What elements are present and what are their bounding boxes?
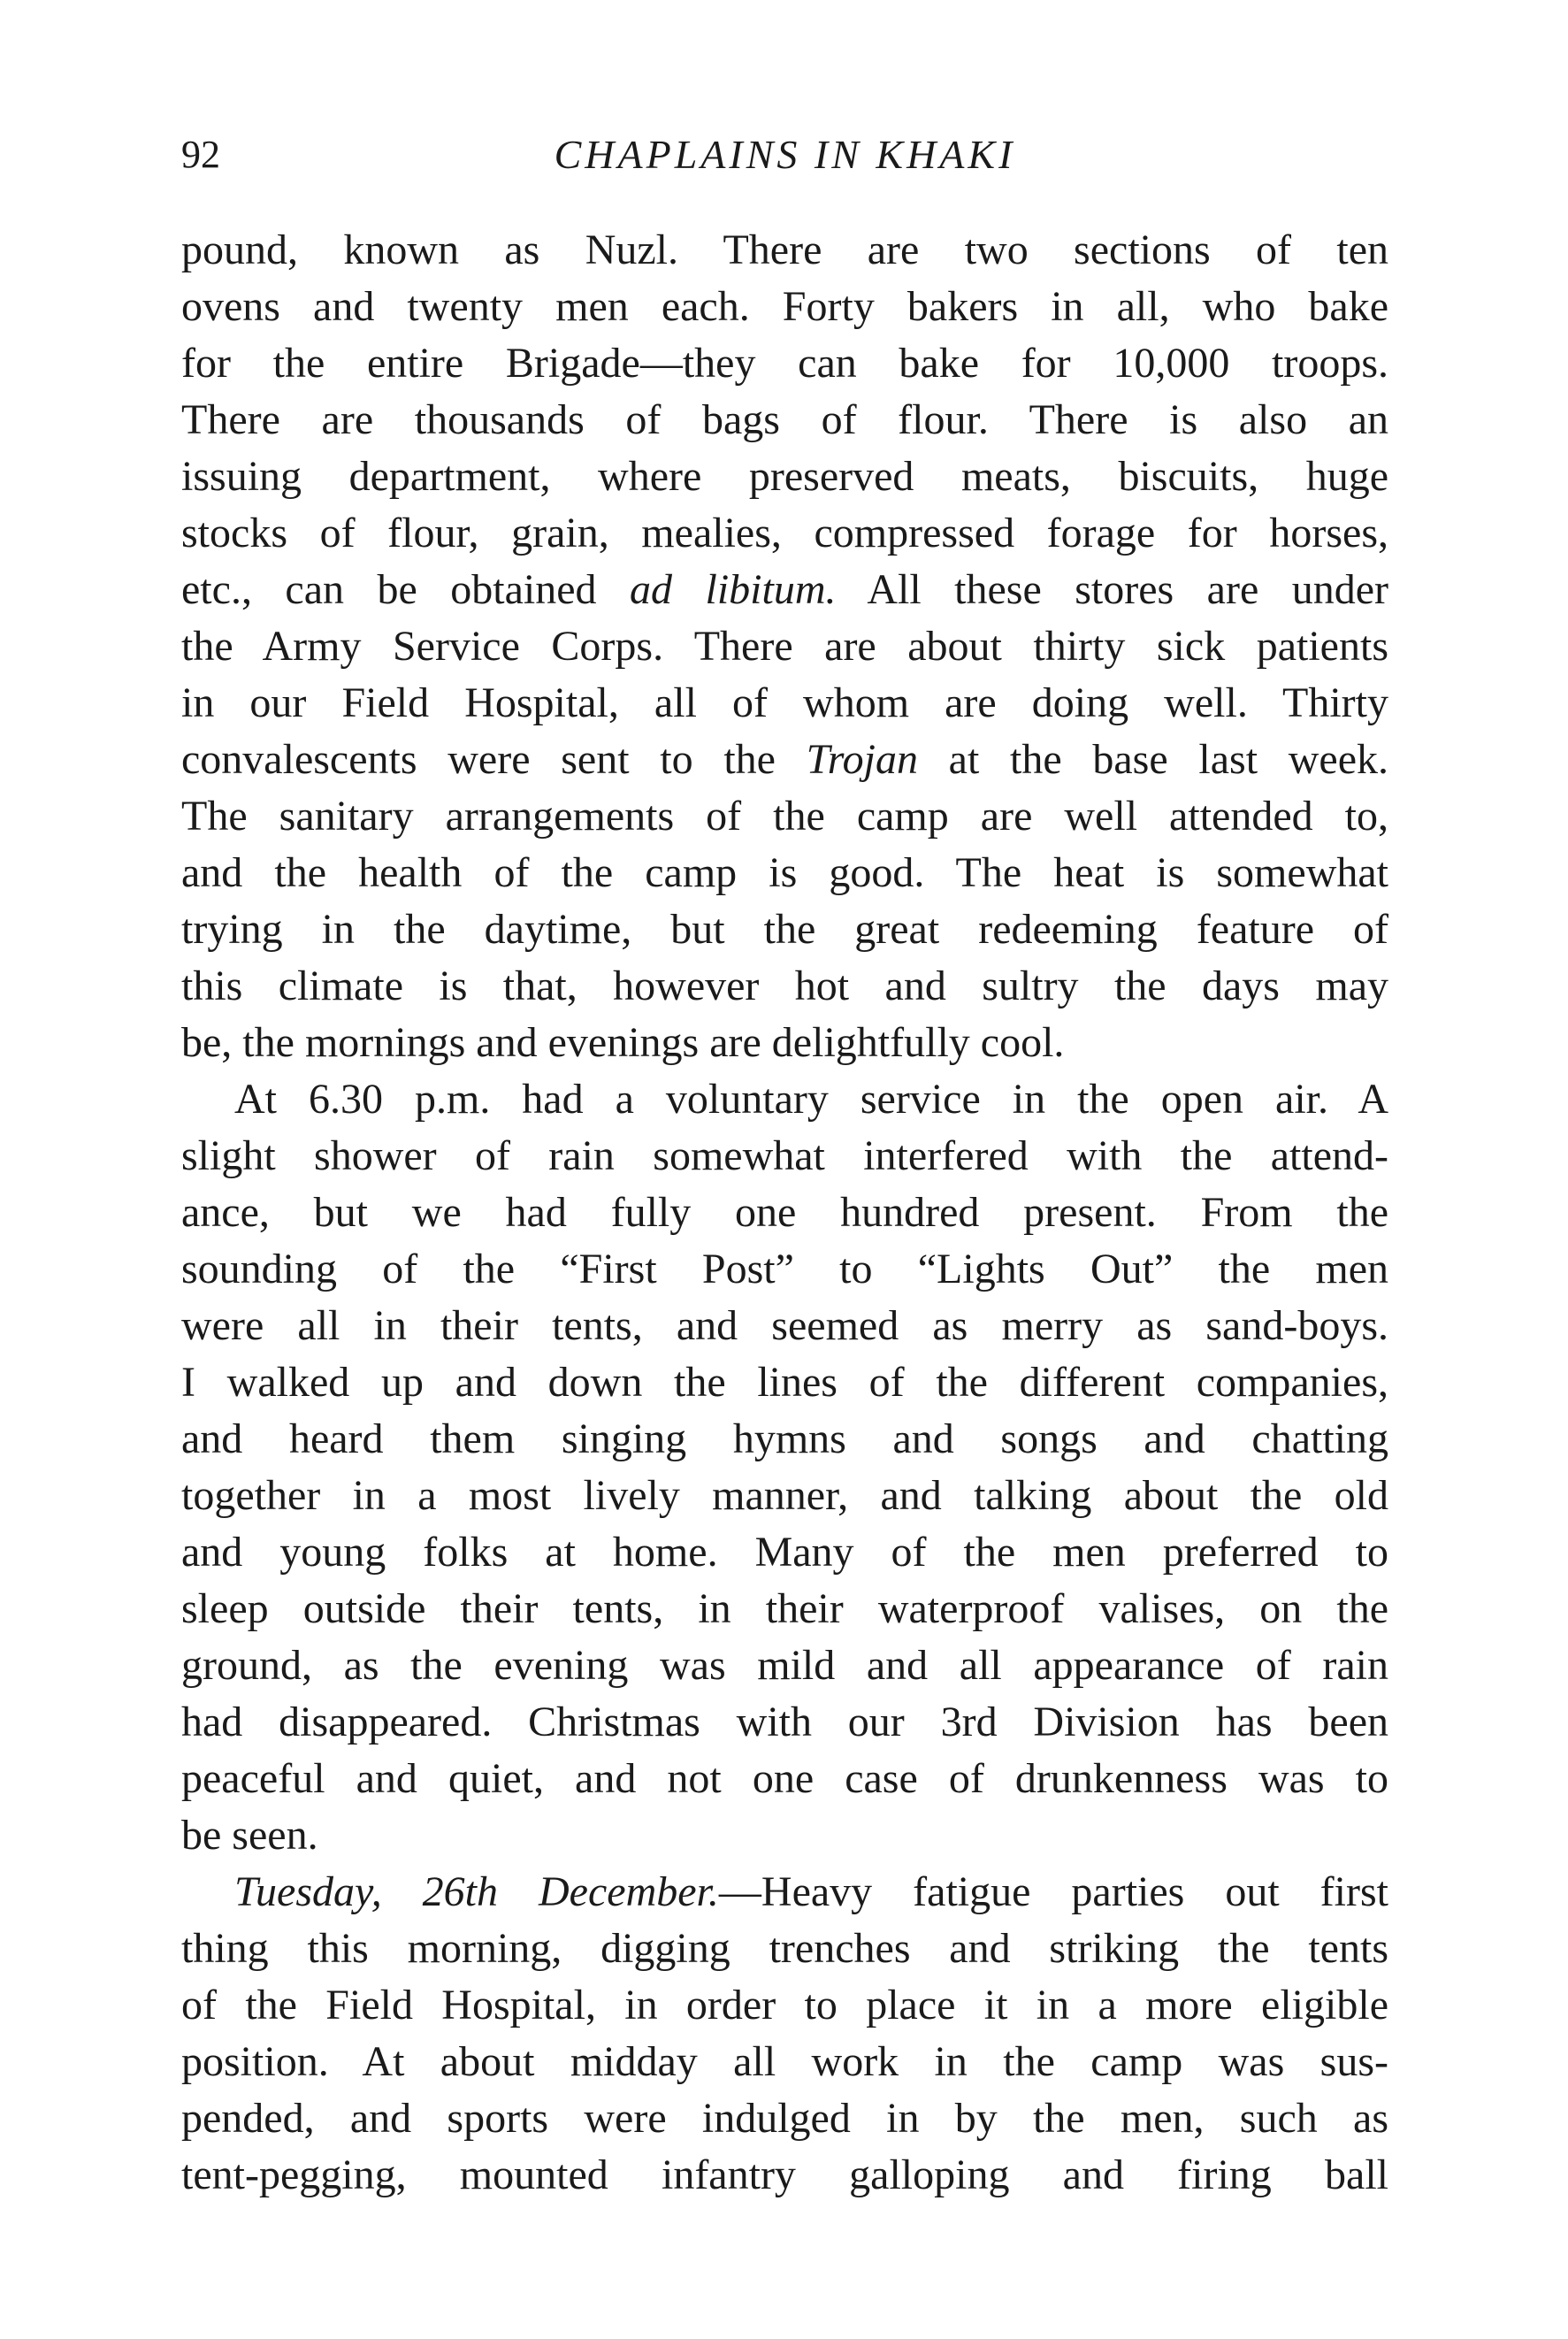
text-line: were all in their tents, and seemed as merry as sand-boys. <box>181 1302 1388 1349</box>
text-line: of the Field Hospital, in order to place it in a more eligible <box>181 1982 1388 2028</box>
page-number: 92 <box>181 133 220 176</box>
line-text: etc., can be obtained <box>181 566 631 613</box>
text-line <box>181 732 1388 788</box>
text-line: ance, but we had fully one hundred present. From the <box>181 1189 1388 1236</box>
text-line: sleep outside their tents, in their waterproof valises, on the <box>181 1585 1388 1632</box>
text-line: trying in the daytime, but the great redeeming feature of <box>181 906 1388 953</box>
text-line: be, the mornings and evenings are delightfully cool. <box>181 1019 1065 1066</box>
text-line: had disappeared. Christmas with our 3rd Division has been <box>181 1699 1388 1745</box>
text-line <box>181 1864 1388 1921</box>
text-line: stocks of flour, grain, mealies, compressed forage for horses, <box>181 510 1388 556</box>
body-text <box>181 222 1388 2204</box>
line-text: at the base last week. <box>917 736 1389 783</box>
text-line: this climate is that, however hot and sultry the days may <box>181 962 1388 1009</box>
text-line: thing this morning, digging trenches and striking the tents <box>181 1925 1388 1972</box>
text-line: I walked up and down the lines of the different companies, <box>181 1359 1388 1406</box>
line-text: convalescents were sent to the <box>181 736 807 783</box>
text-line: the Army Service Corps. There are about thirty sick patients <box>181 623 1388 670</box>
text-line: be seen. <box>181 1812 318 1859</box>
text-line: pended, and sports were indulged in by the men, such as <box>181 2095 1388 2142</box>
text-line <box>181 562 1388 618</box>
line-text: All these stores are under <box>836 566 1389 613</box>
text-line: peaceful and quiet, and not one case of drunkenness was to <box>181 1755 1388 1802</box>
text-line: slight shower of rain somewhat interfered with the attend- <box>181 1132 1388 1179</box>
running-title: CHAPLAINS IN KHAKI <box>554 132 1016 177</box>
text-line: sounding of the “First Post” to “Lights Out” the men <box>181 1246 1388 1292</box>
text-line: and young folks at home. Many of the men preferred to <box>181 1529 1388 1576</box>
text-line: together in a most lively manner, and talking about the old <box>181 1472 1388 1519</box>
text-line: issuing department, where preserved meats, biscuits, huge <box>181 453 1388 500</box>
text-line: and the health of the camp is good. The heat is somewhat <box>181 849 1388 896</box>
text-line: There are thousands of bags of flour. There is also an <box>181 396 1388 443</box>
text-line: for the entire Brigade—they can bake for 10,000 troops. <box>181 340 1388 387</box>
italic-phrase: Trojan <box>806 736 918 783</box>
text-line: position. At about midday all work in the camp was sus- <box>181 2038 1388 2085</box>
italic-phrase: ad libitum. <box>630 566 837 613</box>
running-head <box>181 128 1388 181</box>
text-line: tent-pegging, mounted infantry galloping and firing ball <box>181 2151 1388 2198</box>
text-line: ovens and twenty men each. Forty bakers in all, who bake <box>181 283 1388 330</box>
line-text: —Heavy fatigue parties out first <box>718 1868 1388 1915</box>
text-line: At 6.30 p.m. had a voluntary service in the open air. A <box>234 1076 1388 1123</box>
text-line: ground, as the evening was mild and all appearance of rain <box>181 1642 1388 1689</box>
text-line: in our Field Hospital, all of whom are doing well. Thirty <box>181 679 1388 726</box>
italic-date: Tuesday, 26th December. <box>234 1868 719 1915</box>
text-line: The sanitary arrangements of the camp are well attended to, <box>181 793 1388 840</box>
text-line: pound, known as Nuzl. There are two sections of ten <box>181 226 1388 273</box>
text-line: and heard them singing hymns and songs and chatting <box>181 1415 1388 1462</box>
